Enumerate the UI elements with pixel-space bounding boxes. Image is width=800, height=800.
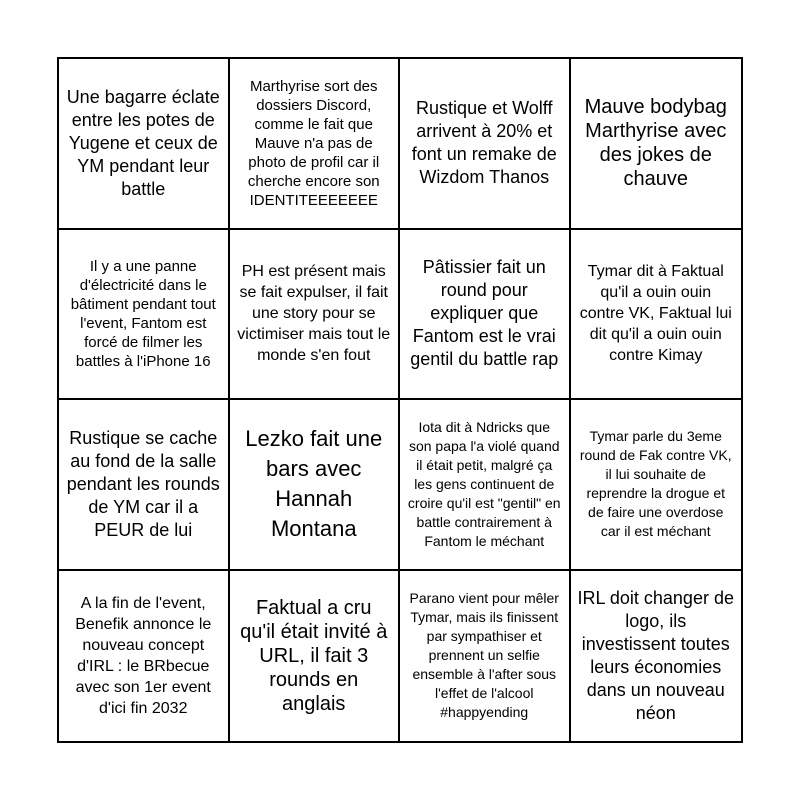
bingo-cell-text: Il y a une panne d'électricité dans le bâtiment pendant tout l'event, Fantom est forcé de filmer les battles à l'iPhone 16: [70, 257, 216, 370]
bingo-cell[interactable]: [571, 59, 742, 230]
bingo-cell[interactable]: [230, 230, 401, 401]
bingo-cell-text: Une bagarre éclate entre les potes de Yugene et ceux de YM pendant leur battle: [66, 86, 220, 199]
bingo-cell[interactable]: [400, 230, 571, 401]
bingo-cell-text: IRL doit changer de logo, ils investissent toutes leurs économies dans un nouveau néon: [577, 587, 734, 723]
bingo-cell[interactable]: [59, 571, 230, 742]
bingo-cell[interactable]: [230, 400, 401, 571]
bingo-cell[interactable]: [571, 230, 742, 401]
bingo-cell-text: Mauve bodybag Marthyrise avec des jokes de chauve: [584, 96, 727, 191]
bingo-grid: [57, 57, 743, 743]
bingo-cell[interactable]: [59, 400, 230, 571]
bingo-cell-text: Tymar parle du 3eme round de Fak contre VK, il lui souhaite de reprendre la drogue et de faire une overdose car il est méchant: [579, 428, 732, 540]
bingo-cell-text: Pâtissier fait un round pour expliquer que Fantom est le vrai gentil du battle rap: [410, 257, 559, 370]
bingo-cell-text: PH est présent mais se fait expulser, il fait une story pour se victimiser mais tout le monde s'en fout: [237, 263, 391, 365]
bingo-cell-text: Parano vient pour mêler Tymar, mais ils finissent par sympathiser et prennent un selfie ensemble à l'after sous l'effet de l'alcool #happyending: [409, 590, 559, 721]
bingo-cell-text: Rustique et Wolff arrivent à 20% et font un remake de Wizdom Thanos: [411, 98, 557, 188]
bingo-cell[interactable]: [59, 230, 230, 401]
bingo-cell-text: Rustique se cache au fond de la salle pendant les rounds de YM car il a PEUR de lui: [66, 427, 220, 540]
bingo-cell-text: A la fin de l'event, Benefik annonce le nouveau concept d'IRL : le BRbecue avec son 1er event d'ici fin 2032: [75, 594, 212, 717]
bingo-cell-text: Iota dit à Ndricks que son papa l'a violé quand il était petit, malgré ça les gens continuent de croire qu'il est "gentil" en battle contrairement à Fantom le méchant: [407, 418, 561, 549]
bingo-cell[interactable]: [571, 571, 742, 742]
bingo-cell[interactable]: [400, 571, 571, 742]
bingo-cell[interactable]: [230, 59, 401, 230]
bingo-cell[interactable]: [400, 400, 571, 571]
bingo-cell[interactable]: [59, 59, 230, 230]
bingo-cell-text: Faktual a cru qu'il était invité à URL, il fait 3 rounds en anglais: [240, 596, 388, 715]
bingo-cell-text: Marthyrise sort des dossiers Discord, comme le fait que Mauve n'a pas de photo de profil car il cherche encore son IDENTITEEEEEEE: [247, 77, 380, 209]
bingo-cell-text: Tymar dit à Faktual qu'il a ouin ouin contre VK, Faktual lui dit qu'il a ouin ouin contre Kimay: [579, 263, 732, 365]
bingo-cell[interactable]: [230, 571, 401, 742]
bingo-cell-text: Lezko fait une bars avec Hannah Montana: [245, 426, 383, 542]
bingo-cell[interactable]: [571, 400, 742, 571]
bingo-cell[interactable]: [400, 59, 571, 230]
